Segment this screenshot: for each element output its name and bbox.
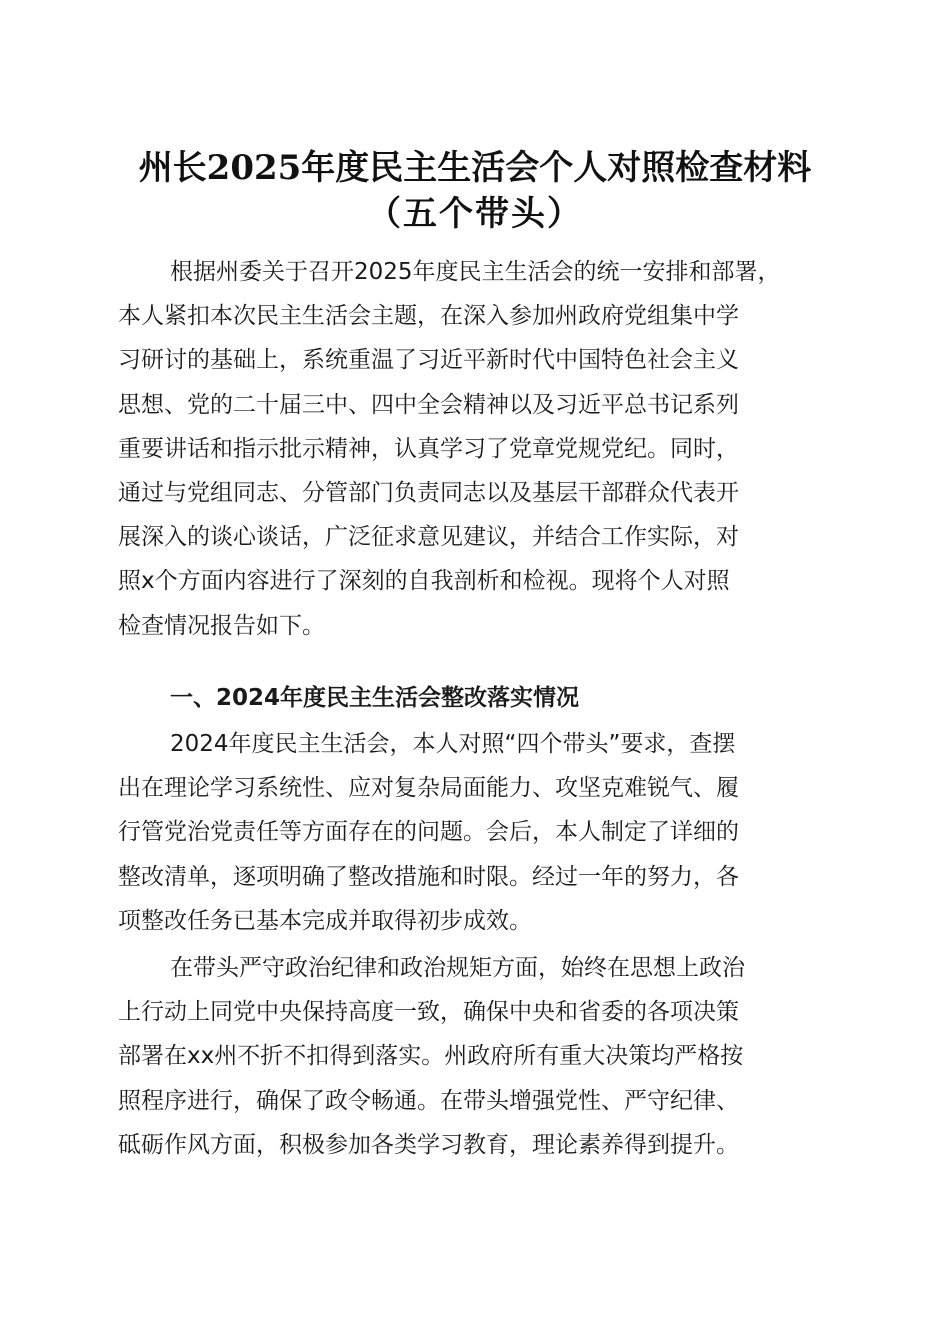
text-line: 出在理论学习系统性、应对复杂局面能力、攻坚克难锐气、履: [118, 775, 739, 802]
text-line: 整改清单，逐项明确了整改措施和时限。经过一年的努力，各: [118, 863, 739, 890]
text-line: 在带头严守政治纪律和政治规矩方面，始终在思想上政治: [170, 955, 745, 981]
text-line: 部署在xx州不折不扣得到落实。州政府所有重大决策均严格按: [118, 1043, 744, 1070]
paragraph-discipline: [118, 946, 830, 1167]
text-line: 根据州委关于召开2025年度民主生活会的统一安排和部署，: [170, 259, 781, 285]
text-line: 展深入的谈心谈话，广泛征求意见建议，并结合工作实际，对: [118, 524, 739, 551]
text-line: 砥砺作风方面，积极参加各类学习教育，理论素养得到提升。: [118, 1131, 739, 1158]
text-line: 照程序进行，确保了政令畅通。在带头增强党性、严守纪律、: [118, 1087, 739, 1114]
text-line: 思想、党的二十届三中、四中全会精神以及习近平总书记系列: [118, 391, 739, 418]
text-line: 检查情况报告如下。: [118, 612, 325, 639]
text-line: 行管党治党责任等方面存在的问题。会后，本人制定了详细的: [118, 819, 739, 846]
text-line: 项整改任务已基本完成并取得初步成效。: [118, 907, 532, 934]
paragraph-rectification: [118, 722, 830, 943]
paragraph-intro: [118, 250, 830, 648]
text-line: 通过与党组同志、分管部门负责同志以及基层干部群众代表开: [118, 480, 739, 507]
text-line: 重要讲话和指示批示精神，认真学习了党章党规党纪。同时，: [118, 435, 739, 462]
document-title: 州长2025年度民主生活会个人对照检查材料: [138, 148, 812, 188]
document-subtitle: （五个带头）: [367, 194, 583, 234]
text-line: 习研讨的基础上，系统重温了习近平新时代中国特色社会主义: [118, 347, 739, 374]
text-line: 上行动上同党中央保持高度一致，确保中央和省委的各项决策: [118, 999, 739, 1026]
text-line: 本人紧扣本次民主生活会主题，在深入参加州政府党组集中学: [118, 303, 739, 330]
text-line: 2024年度民主生活会，本人对照“四个带头”要求，查摆: [170, 731, 736, 757]
text-line: 照x个方面内容进行了深刻的自我剖析和检视。现将个人对照: [118, 568, 730, 595]
section-heading: 一、2024年度民主生活会整改落实情况: [170, 685, 580, 711]
section-heading-block: [118, 676, 830, 720]
